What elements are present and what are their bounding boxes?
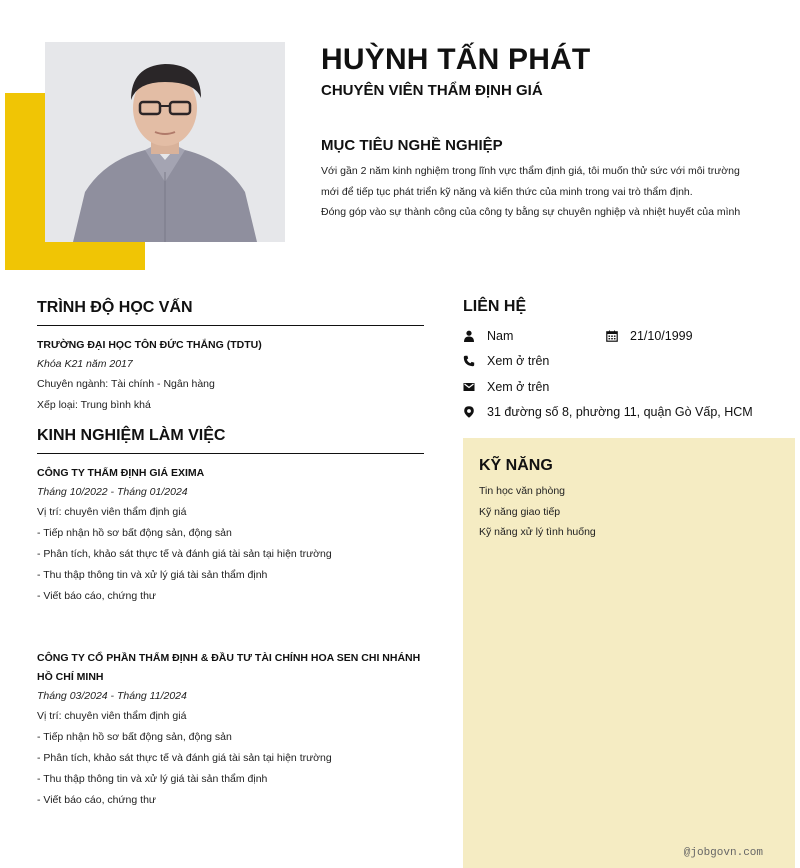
education-entry <box>37 336 424 416</box>
job-title: CHUYÊN VIÊN THẨM ĐỊNH GIÁ <box>321 82 543 99</box>
location-pin-icon <box>463 405 475 419</box>
objective-line: Với gần 2 năm kinh nghiệm trong lĩnh vực thẩm định giá, tôi muốn thử sức với môi trường <box>321 165 740 177</box>
watermark: @jobgovn.com <box>683 847 763 859</box>
email-value: Xem ở trên <box>487 379 550 394</box>
skill-item: Tin học văn phòng <box>479 485 566 497</box>
contact-heading: LIÊN HỆ <box>463 298 527 315</box>
job-entry <box>37 464 424 607</box>
objective-heading: MỤC TIÊU NGHỀ NGHIỆP <box>321 137 503 154</box>
skills-panel <box>463 438 795 868</box>
skill-item: Kỹ năng xử lý tình huống <box>479 526 596 538</box>
job-duty: - Thu thập thông tin và xử lý giá tài sản thẩm định <box>37 773 268 785</box>
school-cohort: Khóa K21 năm 2017 <box>37 358 133 370</box>
left-column <box>37 298 424 811</box>
contact-address <box>463 405 753 419</box>
experience-heading: KINH NGHIỆM LÀM VIỆC <box>37 426 424 454</box>
experience-section <box>37 426 424 811</box>
candidate-name: HUỲNH TẤN PHÁT <box>321 43 591 76</box>
contact-row <box>463 374 795 400</box>
skills-heading: KỸ NĂNG <box>479 457 553 474</box>
job-position: Vị trí: chuyên viên thẩm định giá <box>37 506 187 518</box>
contact-birthday <box>606 329 693 343</box>
job-duty: - Phân tích, khảo sát thực tế và đánh giá tài sản tại hiện trường <box>37 752 332 764</box>
gender-value: Nam <box>487 328 514 343</box>
job-period: Tháng 03/2024 - Tháng 11/2024 <box>37 690 187 702</box>
address-value: 31 đường số 8, phường 11, quận Gò Vấp, HCM <box>487 405 753 420</box>
calendar-icon <box>606 329 618 343</box>
objective-text <box>321 161 781 223</box>
job-duty: - Viết báo cáo, chứng thư <box>37 590 156 602</box>
contact-row <box>463 323 795 349</box>
contact-gender <box>463 329 513 343</box>
school-name: TRƯỜNG ĐẠI HỌC TÔN ĐỨC THẮNG (TDTU) <box>37 339 262 351</box>
job-duty: - Phân tích, khảo sát thực tế và đánh giá tài sản tại hiện trường <box>37 548 332 560</box>
company-name: CÔNG TY THẨM ĐỊNH GIÁ EXIMA <box>37 467 205 479</box>
birthday-value: 21/10/1999 <box>630 328 693 343</box>
contact-phone <box>463 354 549 368</box>
mail-icon <box>463 380 475 394</box>
contact-email <box>463 380 549 394</box>
contact-row <box>463 400 795 426</box>
contact-section <box>463 297 795 425</box>
job-position: Vị trí: chuyên viên thẩm định giá <box>37 710 187 722</box>
phone-value: Xem ở trên <box>487 354 550 369</box>
job-duty: - Thu thập thông tin và xử lý giá tài sản thẩm định <box>37 569 268 581</box>
profile-photo <box>45 42 285 242</box>
company-name: CÔNG TY CỔ PHẦN THẨM ĐỊNH & ĐẦU TƯ TÀI CHÍNH HOA SEN CHI NHÁNH HỒ CHÍ MINH <box>37 652 421 683</box>
skill-item: Kỹ năng giao tiếp <box>479 505 561 518</box>
objective-line: Đóng góp vào sự thành công của công ty bằng sự chuyên nghiệp và nhiệt huyết của mình <box>321 206 741 218</box>
education-section <box>37 298 424 426</box>
contact-row <box>463 349 795 375</box>
school-grade: Xếp loại: Trung bình khá <box>37 399 151 411</box>
phone-icon <box>463 354 475 368</box>
job-duty: - Viết báo cáo, chứng thư <box>37 794 156 806</box>
spacer <box>37 607 424 639</box>
job-duty: - Tiếp nhận hồ sơ bất động sản, động sản <box>37 731 232 743</box>
user-icon <box>463 329 475 343</box>
job-period: Tháng 10/2022 - Tháng 01/2024 <box>37 486 188 498</box>
profile-photo-illustration <box>45 42 285 242</box>
job-entry <box>37 649 424 811</box>
objective-line: mới để tiếp tục phát triển kỹ năng và kiến thức của minh trong vai trò thẩm định. <box>321 185 693 198</box>
school-major: Chuyên ngành: Tài chính - Ngân hàng <box>37 378 215 390</box>
job-duty: - Tiếp nhận hồ sơ bất động sản, động sản <box>37 527 232 539</box>
education-heading: TRÌNH ĐỘ HỌC VẤN <box>37 298 424 326</box>
